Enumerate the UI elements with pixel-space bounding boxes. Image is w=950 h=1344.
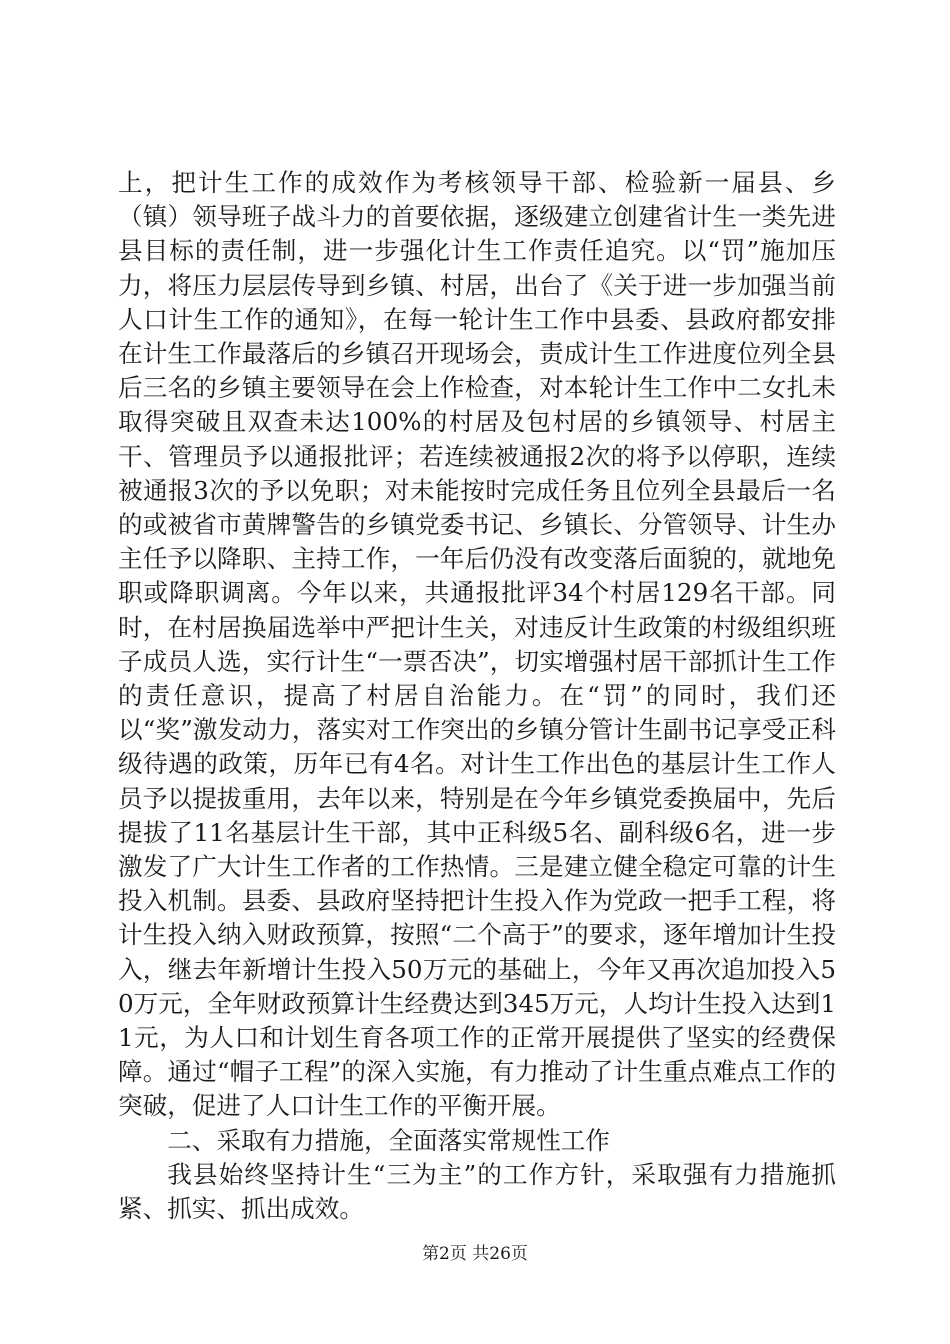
document-body — [118, 166, 836, 1226]
page-footer: 第2页 共26页 — [422, 1244, 528, 1264]
body-paragraph-2: 我县始终坚持计生“三为主”的工作方针，采取强有力措施抓紧、抓实、抓出成效。 — [118, 1159, 836, 1224]
section-heading: 二、采取有力措施，全面落实常规性工作 — [167, 1125, 610, 1155]
body-paragraph-1: 上，把计生工作的成效作为考核领导干部、检验新一届县、乡（镇）领导班子战斗力的首要依据，逐级建立创建省计生一类先进县目标的责任制，进一步强化计生工作责任追究。以“罚”施加压力，将压力层层传导到乡镇、村居，出台了《关于进一步加强当前人口计生工作的通知》，在每一轮计生工作中县委、县政府都安排在计生工作最落后的乡镇召开现场会，责成计生工作进度位列全县后三名的乡镇主要领导在会上作检查，对本轮计生工作中二女扎未取得突破且双查未达100%的村居及包村居的乡镇领导、村居主干、管理员予以通报批评；若连续被通报2次的将予以停职，连续被通报3次的予以免职；对未能按时完成任务且位列全县最后一名的或被省市黄牌警告的乡镇党委书记、乡镇长、分管领导、计生办主任予以降职、主持工作，一年后仍没有改变落后面貌的，就地免职或降职调离。今年以来，共通报批评34个村居129名干部。同时，在村居换届选举中严把计生关，对违反计生政策的村级组织班子成员人选，实行计生“一票否决”，切实增强村居干部抓计生工作的责任意识，提高了村居自治能力。在“罚”的同时，我们还以“奖”激发动力，落实对工作突出的乡镇分管计生副书记享受正科级待遇的政策，历年已有4名。对计生工作出色的基层计生工作人员予以提拔重用，去年以来，特别是在今年乡镇党委换届中，先后提拔了11名基层计生干部，其中正科级5名、副科级6名，进一步激发了广大计生工作者的工作热情。三是建立健全稳定可靠的计生投入机制。县委、县政府坚持把计生投入作为党政一把手工程，将计生投入纳入财政预算，按照“二个高于”的要求，逐年增加计生投入，继去年新增计生投入50万元的基础上，今年又再次追加投入50万元，全年财政预算计生经费达到345万元，人均计生投入达到11元，为人口和计划生育各项工作的正常开展提供了坚实的经费保障。通过“帽子工程”的深入实施，有力推动了计生重点难点工作的突破，促进了人口计生工作的平衡开展。 — [118, 168, 836, 1121]
